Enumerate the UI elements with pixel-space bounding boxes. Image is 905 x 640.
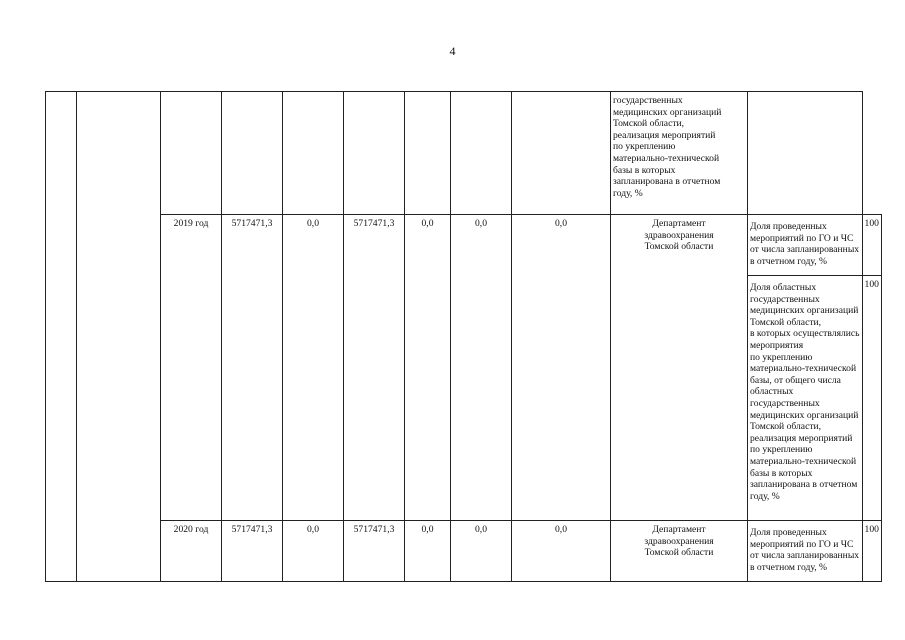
table-row bbox=[46, 521, 882, 582]
program-table bbox=[45, 91, 882, 582]
indicator-cell: Доля областных государственных медицинских организаций Томской области, в которых осуществлялись мероприятия по укреплению материально-технической базы, от общего числа областных государственных медицинских организаций Томской области, реализация мероприятий по укреплению материально-технической базы в которых запланирована в отчетном году, % bbox=[748, 276, 863, 521]
amount-cell: 0,0 bbox=[405, 215, 451, 521]
year-cell: 2019 год bbox=[161, 215, 222, 521]
task-name-cell bbox=[77, 92, 161, 582]
total-cell: 5717471,3 bbox=[222, 215, 283, 521]
amount-cell: 0,0 bbox=[512, 215, 611, 521]
indicator-cell: Доля проведенных мероприятий по ГО и ЧС от числа запланированных в отчетном году, % bbox=[748, 215, 863, 276]
indicator-cell: государственных медицинских организаций Томской области, реализация мероприятий по укреплению материально-технической базы в которых запланирована в отчетном году, % bbox=[611, 92, 748, 215]
table-row bbox=[46, 92, 882, 215]
page-number: 4 bbox=[449, 44, 456, 58]
department-cell: Департамент здравоохранения Томской области bbox=[611, 215, 748, 521]
table-row bbox=[46, 215, 882, 276]
amount-cell: 0,0 bbox=[283, 521, 344, 582]
amount-cell: 0,0 bbox=[512, 521, 611, 582]
department-cell: Департамент здравоохранения Томской области bbox=[611, 521, 748, 582]
amount-cell: 0,0 bbox=[451, 521, 512, 582]
empty-cell bbox=[451, 92, 512, 215]
amount-cell: 0,0 bbox=[283, 215, 344, 521]
empty-cell bbox=[283, 92, 344, 215]
empty-cell bbox=[405, 92, 451, 215]
indicator-value-cell: 100 bbox=[862, 215, 881, 276]
empty-cell bbox=[344, 92, 405, 215]
amount-cell: 0,0 bbox=[405, 521, 451, 582]
empty-cell bbox=[748, 92, 863, 215]
indicator-cell: Доля проведенных мероприятий по ГО и ЧС от числа запланированных в отчетном году, % bbox=[748, 521, 863, 582]
indicator-value-cell: 100 bbox=[862, 521, 881, 582]
empty-cell bbox=[222, 92, 283, 215]
amount-cell: 5717471,3 bbox=[344, 521, 405, 582]
indicator-value-cell: 100 bbox=[862, 276, 881, 521]
number-cell bbox=[46, 92, 77, 582]
amount-cell: 5717471,3 bbox=[344, 215, 405, 521]
amount-cell: 0,0 bbox=[451, 215, 512, 521]
empty-cell bbox=[512, 92, 611, 215]
year-cell: 2020 год bbox=[161, 521, 222, 582]
total-cell: 5717471,3 bbox=[222, 521, 283, 582]
empty-cell bbox=[161, 92, 222, 215]
